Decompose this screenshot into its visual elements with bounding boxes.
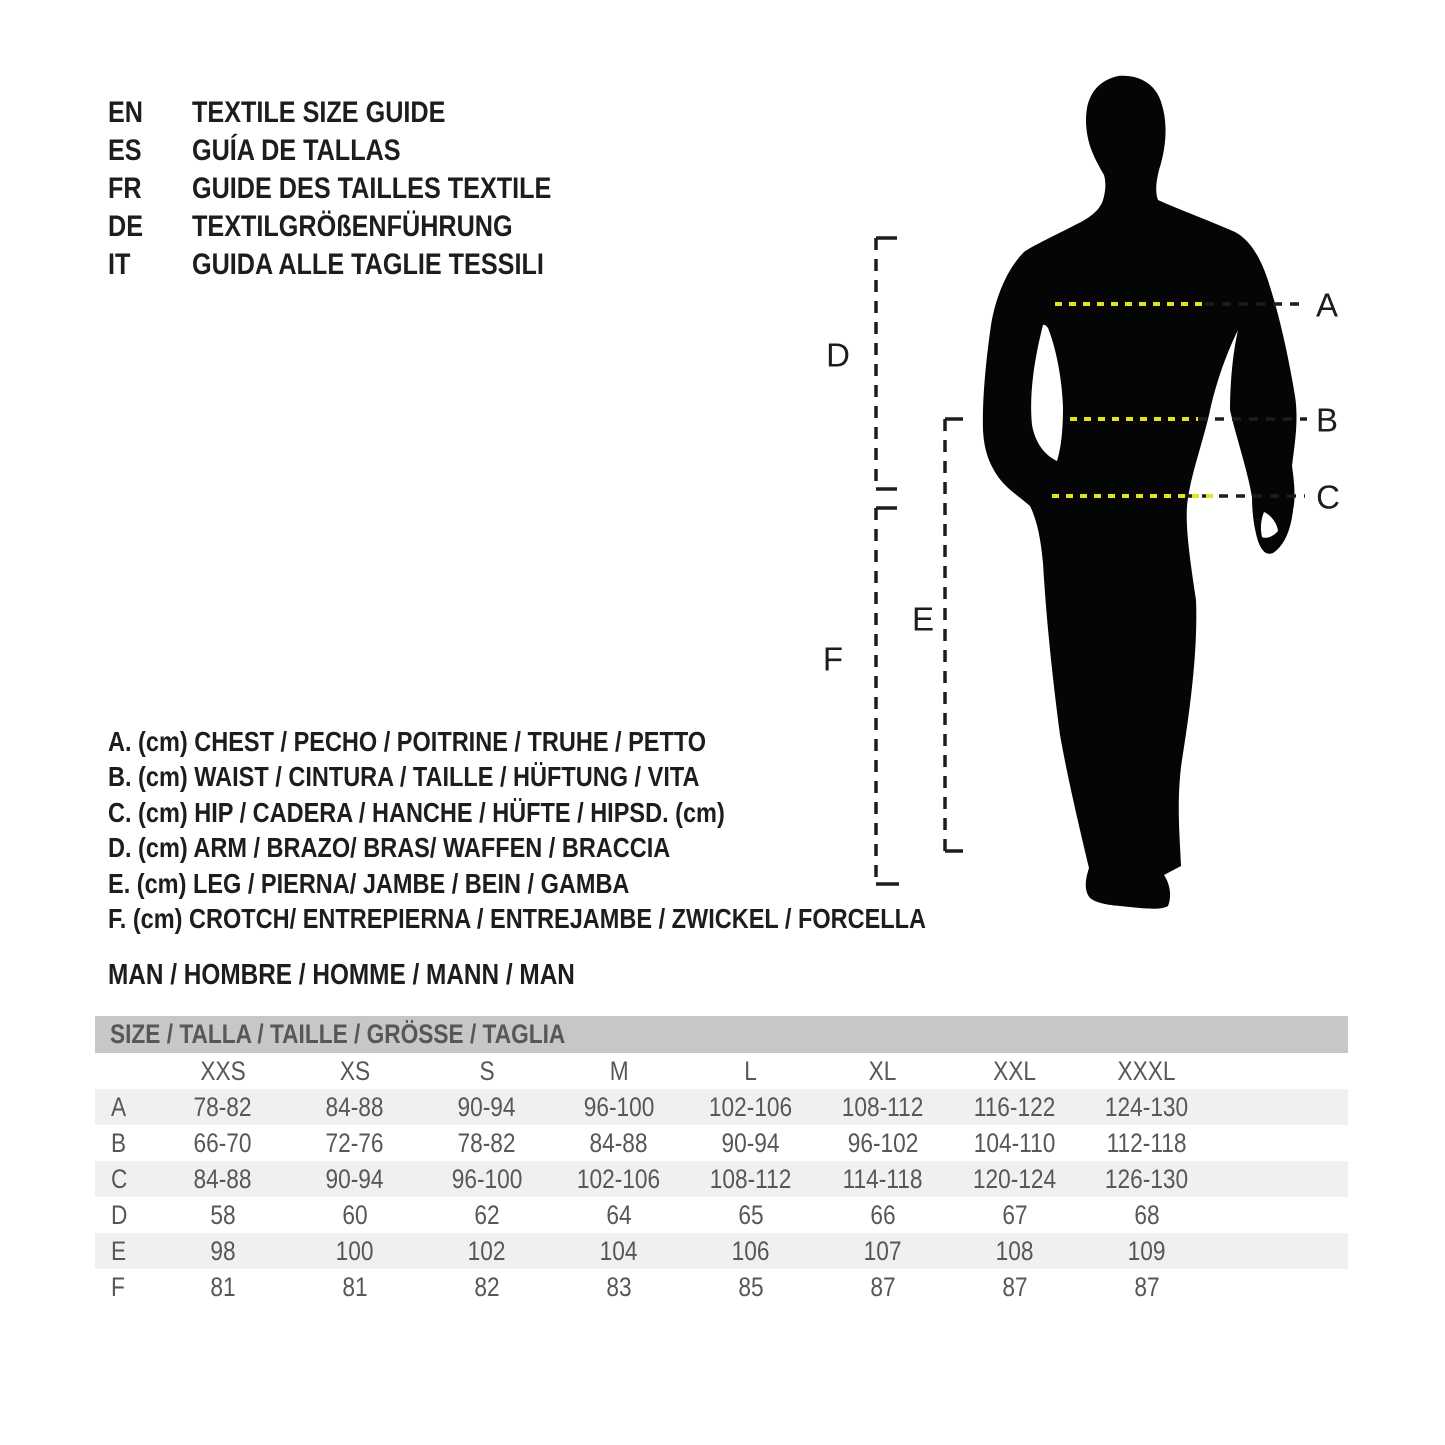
table-row-hip [95,1161,1348,1197]
size-table [95,1053,1348,1305]
size-cell: 58 [210,1199,236,1230]
size-cell: 96-100 [583,1091,655,1122]
measure-label-c: C [1316,478,1340,516]
row-label: F [111,1271,125,1302]
size-cell: 90-94 [457,1091,517,1122]
size-cell: 78-82 [457,1127,517,1158]
legend-arm: D. (cm) ARM / BRAZO/ BRAS/ WAFFEN / BRACCIA [108,832,671,864]
size-cell: 108-112 [842,1091,924,1122]
size-cell: 84-88 [325,1091,385,1122]
guide-title: TEXTILE SIZE GUIDE [192,96,446,129]
size-cell: 98 [210,1235,236,1266]
size-cell: 66-70 [193,1127,253,1158]
table-row-leg [95,1233,1348,1269]
size-cell: 107 [864,1235,902,1266]
size-cell: 100 [336,1235,374,1266]
language-code: FR [108,172,142,205]
measure-label-b: B [1315,401,1339,439]
legend-hip: C. (cm) HIP / CADERA / HANCHE / HÜFTE / HIPSD. (cm) [108,796,725,828]
size-cell: 81 [342,1271,368,1302]
row-label: C [111,1163,128,1194]
measure-label-f: F [822,640,844,678]
measure-label-d: D [826,336,850,374]
size-cell: 96-100 [451,1163,523,1194]
legend-leg: E. (cm) LEG / PIERNA/ JAMBE / BEIN / GAMBA [108,867,630,899]
row-label: D [111,1199,128,1230]
size-column-xxs: XXS [200,1055,246,1086]
table-row-crotch [95,1269,1348,1305]
size-cell: 81 [210,1271,236,1302]
size-cell: 124-130 [1105,1091,1189,1122]
size-column-xl: XL [869,1055,897,1086]
size-cell: 102 [468,1235,506,1266]
size-cell: 114-118 [843,1163,923,1194]
size-cell: 62 [474,1199,500,1230]
size-cell: 126-130 [1105,1163,1189,1194]
legend-waist: B. (cm) WAIST / CINTURA / TAILLE / HÜFTUNG / VITA [108,761,700,793]
size-table-title: SIZE / TALLA / TAILLE / GRÖSSE / TAGLIA [110,1019,566,1049]
row-label: A [111,1091,127,1122]
size-cell: 90-94 [721,1127,781,1158]
man-silhouette-figure [983,76,1297,909]
guide-title: TEXTILGRÖßENFÜHRUNG [192,210,513,243]
size-cell: 104-110 [974,1127,1056,1158]
size-cell: 102-106 [577,1163,661,1194]
size-cell: 87 [870,1271,896,1302]
language-code: EN [108,96,144,129]
size-cell: 65 [738,1199,764,1230]
size-cell: 78-82 [193,1091,253,1122]
crotch-length-measure-f [876,508,899,884]
size-cell: 87 [1002,1271,1028,1302]
language-code: IT [108,248,131,281]
size-column-xs: XS [339,1055,371,1086]
size-cell: 120-124 [973,1163,1057,1194]
size-cell: 68 [1134,1199,1160,1230]
size-cell: 109 [1128,1235,1166,1266]
size-cell: 108 [996,1235,1034,1266]
language-code: DE [108,210,144,243]
size-cell: 87 [1134,1271,1160,1302]
table-row-waist [95,1125,1348,1161]
size-cell: 84-88 [589,1127,649,1158]
table-row-arm [95,1197,1348,1233]
measure-label-e: E [911,600,935,638]
size-column-l: L [744,1055,758,1086]
language-code: ES [108,134,142,167]
size-cell: 67 [1002,1199,1028,1230]
size-cell: 108-112 [710,1163,792,1194]
size-cell: 85 [738,1271,764,1302]
size-column-xxxl: XXXL [1117,1055,1176,1086]
size-cell: 82 [474,1271,500,1302]
legend-crotch: F. (cm) CROTCH/ ENTREPIERNA / ENTREJAMBE / ZWICKEL / FORCELLA [108,903,927,935]
leg-length-measure-e [945,419,963,851]
size-cell: 102-106 [709,1091,793,1122]
size-cell: 106 [732,1235,770,1266]
size-cell: 104 [600,1235,638,1266]
category-man-label: MAN / HOMBRE / HOMME / MANN / MAN [108,959,575,991]
size-cell: 83 [606,1271,632,1302]
size-cell: 66 [870,1199,896,1230]
table-row-chest [95,1089,1348,1125]
guide-title: GUIDA ALLE TAGLIE TESSILI [192,248,544,281]
size-cell: 96-102 [847,1127,919,1158]
size-table-section [95,1016,1348,1305]
size-cell: 60 [342,1199,368,1230]
arm-length-measure-d [876,238,897,490]
size-columns-row [95,1053,1348,1089]
legend-chest: A. (cm) CHEST / PECHO / POITRINE / TRUHE / PETTO [108,725,707,757]
size-column-m: M [609,1055,629,1086]
size-column-s: S [479,1055,495,1086]
size-column-xxl: XXL [993,1055,1037,1086]
guide-title: GUÍA DE TALLAS [192,134,401,167]
size-cell: 64 [606,1199,632,1230]
row-label: B [111,1127,127,1158]
size-cell: 84-88 [193,1163,253,1194]
measure-label-a: A [1315,286,1339,324]
size-cell: 72-76 [325,1127,385,1158]
guide-title: GUIDE DES TAILLES TEXTILE [192,172,552,205]
size-table-header-bar [95,1016,1348,1053]
size-cell: 90-94 [325,1163,385,1194]
size-cell: 112-118 [1107,1127,1187,1158]
row-label: E [111,1235,127,1266]
size-cell: 116-122 [974,1091,1056,1122]
